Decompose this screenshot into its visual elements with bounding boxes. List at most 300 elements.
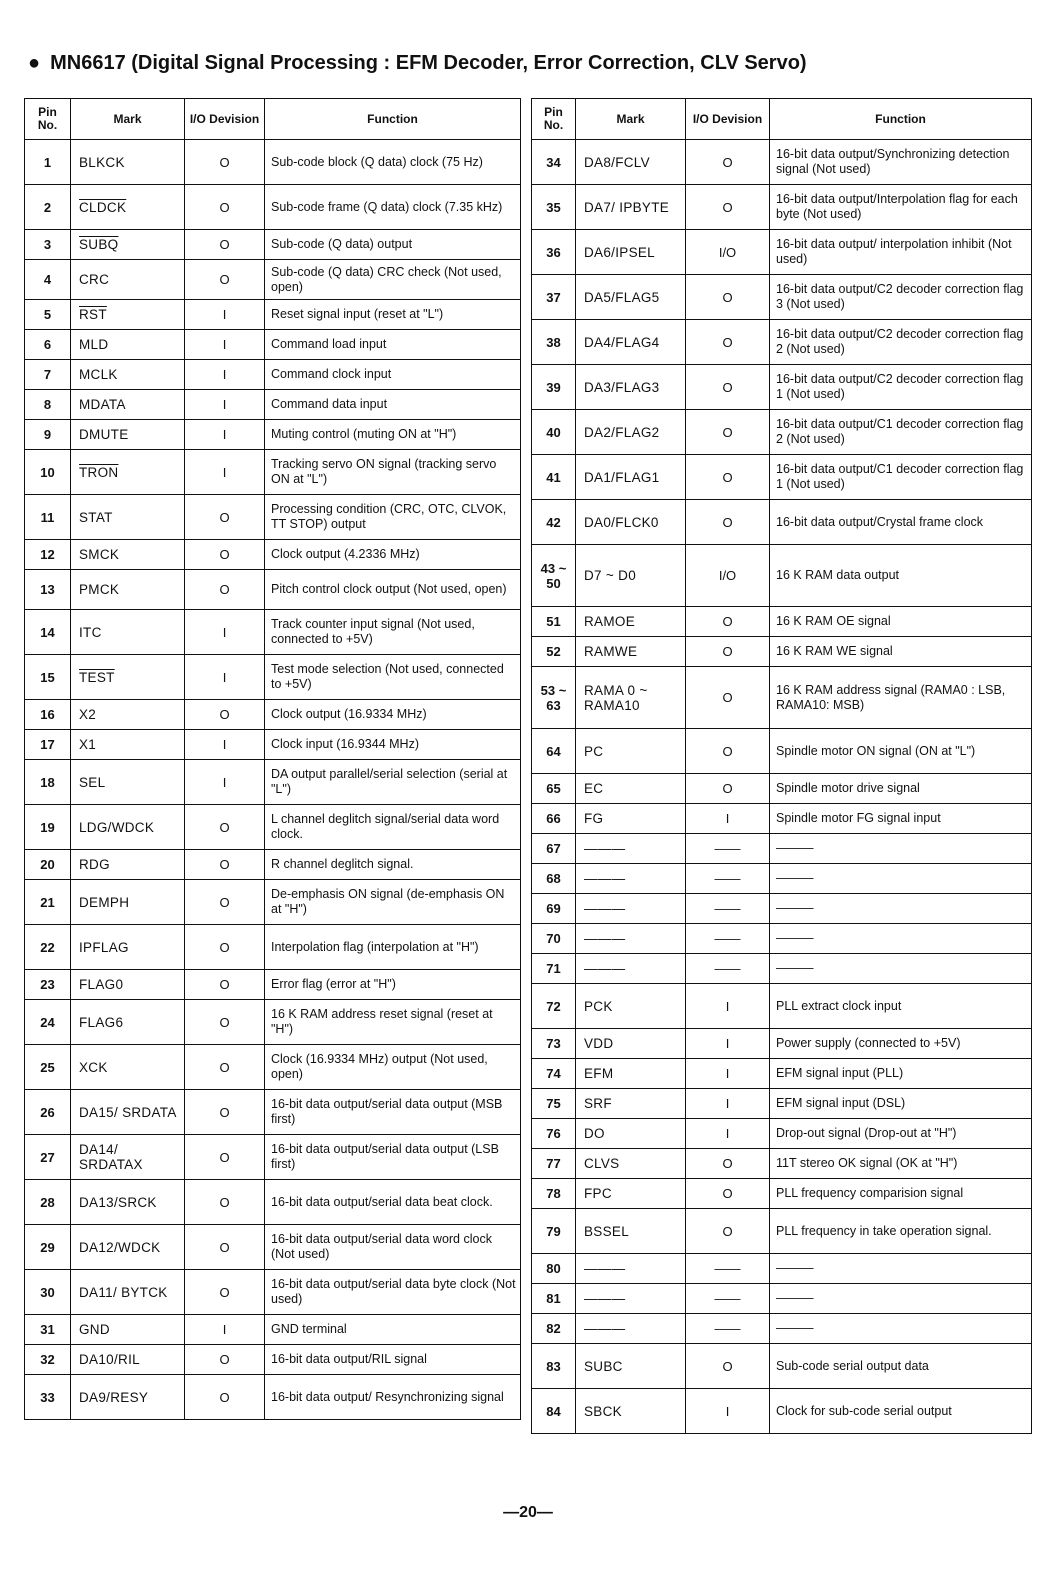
function-cell: 16-bit data output/C2 decoder correction flag 3 (Not used) xyxy=(770,275,1032,320)
table-row xyxy=(532,667,1032,729)
pin-number-cell: 29 xyxy=(25,1225,71,1270)
function-cell: Track counter input signal (Not used, connected to +5V) xyxy=(265,610,521,655)
table-row xyxy=(532,1059,1032,1089)
mark-cell: DA9/RESY xyxy=(71,1375,185,1420)
mark-cell: GND xyxy=(71,1315,185,1345)
pin-table-right-body xyxy=(532,140,1032,1434)
pin-number-cell: 43 ~ 50 xyxy=(532,545,576,607)
table-row xyxy=(532,1314,1032,1344)
pin-number-cell: 76 xyxy=(532,1119,576,1149)
function-cell: Power supply (connected to +5V) xyxy=(770,1029,1032,1059)
io-cell: O xyxy=(686,667,770,729)
mark-cell: ——— xyxy=(576,924,686,954)
io-cell: O xyxy=(185,700,265,730)
table-row xyxy=(25,1000,521,1045)
function-cell: 16-bit data output/serial data output (LSB first) xyxy=(265,1135,521,1180)
io-cell: O xyxy=(185,1270,265,1315)
io-cell: O xyxy=(185,570,265,610)
function-cell: Sub-code (Q data) output xyxy=(265,230,521,260)
table-row xyxy=(25,185,521,230)
mark-cell: SUBC xyxy=(576,1344,686,1389)
io-cell: O xyxy=(185,925,265,970)
function-cell: 16-bit data output/ interpolation inhibit (Not used) xyxy=(770,230,1032,275)
table-row xyxy=(532,984,1032,1029)
pin-number-cell: 41 xyxy=(532,455,576,500)
function-cell: 16-bit data output/serial data word clock (Not used) xyxy=(265,1225,521,1270)
table-row xyxy=(25,760,521,805)
mark-cell: ——— xyxy=(576,894,686,924)
table-row xyxy=(532,275,1032,320)
table-row xyxy=(25,570,521,610)
mark-cell: DA14/ SRDATAX xyxy=(71,1135,185,1180)
function-cell: PLL frequency comparision signal xyxy=(770,1179,1032,1209)
mark-cell: ——— xyxy=(576,1284,686,1314)
pin-number-cell: 5 xyxy=(25,300,71,330)
function-cell: ——— xyxy=(770,864,1032,894)
table-row xyxy=(532,455,1032,500)
table-row xyxy=(532,230,1032,275)
function-cell: Processing condition (CRC, OTC, CLVOK, TT STOP) output xyxy=(265,495,521,540)
pin-number-cell: 2 xyxy=(25,185,71,230)
pin-number-cell: 78 xyxy=(532,1179,576,1209)
function-cell: 16-bit data output/C2 decoder correction flag 1 (Not used) xyxy=(770,365,1032,410)
pin-number-cell: 71 xyxy=(532,954,576,984)
function-cell: R channel deglitch signal. xyxy=(265,850,521,880)
table-row xyxy=(25,540,521,570)
io-cell: O xyxy=(185,140,265,185)
mark-cell: DA13/SRCK xyxy=(71,1180,185,1225)
pin-number-cell: 32 xyxy=(25,1345,71,1375)
table-row xyxy=(532,140,1032,185)
pin-number-cell: 28 xyxy=(25,1180,71,1225)
function-cell: EFM signal input (DSL) xyxy=(770,1089,1032,1119)
table-row xyxy=(25,420,521,450)
table-row xyxy=(532,607,1032,637)
function-cell: 16-bit data output/ Resynchronizing signal xyxy=(265,1375,521,1420)
mark-cell: CLDCK xyxy=(71,185,185,230)
mark-cell: DA4/FLAG4 xyxy=(576,320,686,365)
io-cell: I xyxy=(185,730,265,760)
pin-number-cell: 37 xyxy=(532,275,576,320)
io-cell: I xyxy=(686,1029,770,1059)
pin-number-cell: 20 xyxy=(25,850,71,880)
pin-number-cell: 23 xyxy=(25,970,71,1000)
io-cell: I xyxy=(185,450,265,495)
table-row xyxy=(532,1284,1032,1314)
function-cell: 16-bit data output/C1 decoder correction flag 1 (Not used) xyxy=(770,455,1032,500)
io-cell: I xyxy=(686,804,770,834)
io-cell: O xyxy=(686,1179,770,1209)
pin-number-cell: 83 xyxy=(532,1344,576,1389)
function-cell: Muting control (muting ON at "H") xyxy=(265,420,521,450)
function-cell: Command data input xyxy=(265,390,521,420)
function-cell: ——— xyxy=(770,924,1032,954)
io-cell: O xyxy=(185,540,265,570)
pin-number-cell: 65 xyxy=(532,774,576,804)
pin-number-cell: 35 xyxy=(532,185,576,230)
mark-cell: BSSEL xyxy=(576,1209,686,1254)
io-cell: I xyxy=(686,1119,770,1149)
mark-cell: RAMWE xyxy=(576,637,686,667)
mark-cell: MLD xyxy=(71,330,185,360)
function-cell: ——— xyxy=(770,954,1032,984)
pin-number-cell: 72 xyxy=(532,984,576,1029)
table-row xyxy=(25,880,521,925)
table-row xyxy=(532,1209,1032,1254)
function-cell: Command load input xyxy=(265,330,521,360)
function-cell: Error flag (error at "H") xyxy=(265,970,521,1000)
pin-number-cell: 42 xyxy=(532,500,576,545)
pin-number-cell: 8 xyxy=(25,390,71,420)
header-io: I/O Devision xyxy=(185,99,265,140)
function-cell: De-emphasis ON signal (de-emphasis ON at "H") xyxy=(265,880,521,925)
function-cell: 16-bit data output/Synchronizing detection signal (Not used) xyxy=(770,140,1032,185)
io-cell: O xyxy=(686,320,770,365)
io-cell: O xyxy=(686,637,770,667)
io-cell: —— xyxy=(686,864,770,894)
mark-cell: $\overline{RST}$ xyxy=(71,300,185,330)
io-cell: O xyxy=(686,1209,770,1254)
io-cell: O xyxy=(185,1000,265,1045)
pin-number-cell: 39 xyxy=(532,365,576,410)
io-cell: I/O xyxy=(686,230,770,275)
table-row xyxy=(532,954,1032,984)
table-row xyxy=(532,365,1032,410)
table-row xyxy=(532,320,1032,365)
table-row xyxy=(532,834,1032,864)
table-row xyxy=(25,360,521,390)
pin-number-cell: 19 xyxy=(25,805,71,850)
io-cell: O xyxy=(185,495,265,540)
table-row xyxy=(532,1389,1032,1434)
mark-cell: SMCK xyxy=(71,540,185,570)
io-cell: O xyxy=(686,410,770,455)
function-cell: Test mode selection (Not used, connected to +5V) xyxy=(265,655,521,700)
mark-cell: DA12/WDCK xyxy=(71,1225,185,1270)
function-cell: Clock output (16.9334 MHz) xyxy=(265,700,521,730)
table-row xyxy=(25,1345,521,1375)
io-cell: O xyxy=(185,805,265,850)
pin-number-cell: 27 xyxy=(25,1135,71,1180)
pin-number-cell: 36 xyxy=(532,230,576,275)
mark-cell: ——— xyxy=(576,834,686,864)
pin-number-cell: 6 xyxy=(25,330,71,360)
function-cell: Interpolation flag (interpolation at "H") xyxy=(265,925,521,970)
function-cell: L channel deglitch signal/serial data word clock. xyxy=(265,805,521,850)
function-cell: Clock for sub-code serial output xyxy=(770,1389,1032,1434)
mark-cell: DA5/FLAG5 xyxy=(576,275,686,320)
mark-cell: DA15/ SRDATA xyxy=(71,1090,185,1135)
table-row xyxy=(532,894,1032,924)
mark-cell: SUBQ xyxy=(71,230,185,260)
mark-cell: RAMOE xyxy=(576,607,686,637)
function-cell: Sub-code block (Q data) clock (75 Hz) xyxy=(265,140,521,185)
table-row xyxy=(25,330,521,360)
table-row xyxy=(532,410,1032,455)
table-row xyxy=(25,260,521,300)
mark-cell: PCK xyxy=(576,984,686,1029)
header-function: Function xyxy=(265,99,521,140)
function-cell: 16-bit data output/serial data byte clock (Not used) xyxy=(265,1270,521,1315)
io-cell: I xyxy=(185,655,265,700)
pin-number-cell: 84 xyxy=(532,1389,576,1434)
io-cell: O xyxy=(185,185,265,230)
table-row xyxy=(25,1315,521,1345)
io-cell: I xyxy=(185,360,265,390)
io-cell: O xyxy=(686,607,770,637)
io-cell: O xyxy=(686,729,770,774)
pin-number-cell: 53 ~ 63 xyxy=(532,667,576,729)
mark-cell: DA7/ IPBYTE xyxy=(576,185,686,230)
pin-number-cell: 38 xyxy=(532,320,576,365)
mark-cell: DA8/FCLV xyxy=(576,140,686,185)
pin-number-cell: 9 xyxy=(25,420,71,450)
mark-cell: EFM xyxy=(576,1059,686,1089)
table-row xyxy=(25,1045,521,1090)
function-cell: ——— xyxy=(770,894,1032,924)
io-cell: I xyxy=(185,390,265,420)
function-cell: Spindle motor ON signal (ON at "L") xyxy=(770,729,1032,774)
pin-number-cell: 21 xyxy=(25,880,71,925)
mark-cell: SEL xyxy=(71,760,185,805)
io-cell: O xyxy=(185,850,265,880)
table-row xyxy=(532,545,1032,607)
pin-number-cell: 80 xyxy=(532,1254,576,1284)
mark-cell: DO xyxy=(576,1119,686,1149)
function-cell: Command clock input xyxy=(265,360,521,390)
pin-number-cell: 22 xyxy=(25,925,71,970)
function-cell: Tracking servo ON signal (tracking servo ON at "L") xyxy=(265,450,521,495)
mark-cell: XCK xyxy=(71,1045,185,1090)
title-text: MN6617 (Digital Signal Processing : EFM Decoder, Error Correction, CLV Servo) xyxy=(50,52,807,74)
io-cell: O xyxy=(185,1135,265,1180)
io-cell: O xyxy=(686,1344,770,1389)
pin-number-cell: 40 xyxy=(532,410,576,455)
function-cell: Clock output (4.2336 MHz) xyxy=(265,540,521,570)
function-cell: Sub-code (Q data) CRC check (Not used, open) xyxy=(265,260,521,300)
mark-cell: DA6/IPSEL xyxy=(576,230,686,275)
page-number: —20— xyxy=(503,1504,553,1521)
table-row xyxy=(532,637,1032,667)
table-row xyxy=(532,500,1032,545)
table-row xyxy=(25,655,521,700)
function-cell: 16-bit data output/Crystal frame clock xyxy=(770,500,1032,545)
io-cell: I xyxy=(686,984,770,1029)
io-cell: I xyxy=(686,1389,770,1434)
mark-cell: ——— xyxy=(576,864,686,894)
mark-cell: VDD xyxy=(576,1029,686,1059)
mark-cell: TEST xyxy=(71,655,185,700)
function-cell: 11T stereo OK signal (OK at "H") xyxy=(770,1149,1032,1179)
io-cell: I xyxy=(185,760,265,805)
io-cell: O xyxy=(185,1045,265,1090)
pin-number-cell: 77 xyxy=(532,1149,576,1179)
io-cell: I xyxy=(185,300,265,330)
mark-cell: SBCK xyxy=(576,1389,686,1434)
pin-number-cell: 15 xyxy=(25,655,71,700)
mark-cell: DA0/FLCK0 xyxy=(576,500,686,545)
pin-number-cell: 67 xyxy=(532,834,576,864)
mark-cell: X2 xyxy=(71,700,185,730)
io-cell: I xyxy=(185,1315,265,1345)
mark-cell: DA3/FLAG3 xyxy=(576,365,686,410)
function-cell: Sub-code serial output data xyxy=(770,1344,1032,1389)
table-row xyxy=(25,140,521,185)
pin-number-cell: 16 xyxy=(25,700,71,730)
io-cell: O xyxy=(686,365,770,410)
table-row xyxy=(532,1119,1032,1149)
table-row xyxy=(25,610,521,655)
table-row xyxy=(25,495,521,540)
io-cell: O xyxy=(185,1090,265,1135)
mark-cell: SRF xyxy=(576,1089,686,1119)
mark-cell: ——— xyxy=(576,954,686,984)
io-cell: O xyxy=(686,185,770,230)
pin-number-cell: 70 xyxy=(532,924,576,954)
io-cell: O xyxy=(686,455,770,500)
io-cell: O xyxy=(686,140,770,185)
pin-number-cell: 81 xyxy=(532,1284,576,1314)
pin-number-cell: 4 xyxy=(25,260,71,300)
function-cell: 16 K RAM address signal (RAMA0 : LSB, RAMA10: MSB) xyxy=(770,667,1032,729)
mark-cell: LDG/WDCK xyxy=(71,805,185,850)
function-cell: ——— xyxy=(770,1254,1032,1284)
mark-cell: MCLK xyxy=(71,360,185,390)
pin-number-cell: 1 xyxy=(25,140,71,185)
mark-cell: DA10/RIL xyxy=(71,1345,185,1375)
mark-cell: X1 xyxy=(71,730,185,760)
pin-number-cell: 73 xyxy=(532,1029,576,1059)
table-row xyxy=(532,864,1032,894)
table-row xyxy=(532,774,1032,804)
io-cell: I xyxy=(185,420,265,450)
table-row xyxy=(532,1029,1032,1059)
table-row xyxy=(25,1135,521,1180)
header-mark: Mark xyxy=(71,99,185,140)
function-cell: Sub-code frame (Q data) clock (7.35 kHz) xyxy=(265,185,521,230)
mark-cell: RAMA 0 ~ RAMA10 xyxy=(576,667,686,729)
function-cell: 16-bit data output/Interpolation flag for each byte (Not used) xyxy=(770,185,1032,230)
table-row xyxy=(25,850,521,880)
table-row xyxy=(25,1375,521,1420)
mark-cell: D7 ~ D0 xyxy=(576,545,686,607)
pin-number-cell: 75 xyxy=(532,1089,576,1119)
mark-cell: IPFLAG xyxy=(71,925,185,970)
mark-cell: CRC xyxy=(71,260,185,300)
table-row xyxy=(532,1089,1032,1119)
io-cell: O xyxy=(686,275,770,320)
io-cell: O xyxy=(185,1180,265,1225)
header-function: Function xyxy=(770,99,1032,140)
io-cell: I xyxy=(686,1059,770,1089)
pin-number-cell: 34 xyxy=(532,140,576,185)
pin-number-cell: 31 xyxy=(25,1315,71,1345)
pin-number-cell: 3 xyxy=(25,230,71,260)
function-cell: ——— xyxy=(770,1314,1032,1344)
function-cell: PLL extract clock input xyxy=(770,984,1032,1029)
pin-table-left-body xyxy=(25,140,521,1420)
pin-number-cell: 52 xyxy=(532,637,576,667)
mark-cell: ——— xyxy=(576,1314,686,1344)
pin-number-cell: 12 xyxy=(25,540,71,570)
pin-number-cell: 74 xyxy=(532,1059,576,1089)
mark-cell: CLVS xyxy=(576,1149,686,1179)
header-pin-no: Pin No. xyxy=(25,99,71,140)
io-cell: O xyxy=(185,970,265,1000)
pin-number-cell: 14 xyxy=(25,610,71,655)
table-row xyxy=(532,1149,1032,1179)
mark-cell: PMCK xyxy=(71,570,185,610)
function-cell: 16-bit data output/serial data output (MSB first) xyxy=(265,1090,521,1135)
table-row xyxy=(532,1254,1032,1284)
io-cell: O xyxy=(185,230,265,260)
function-cell: 16 K RAM WE signal xyxy=(770,637,1032,667)
pin-number-cell: 11 xyxy=(25,495,71,540)
pin-number-cell: 79 xyxy=(532,1209,576,1254)
function-cell: Spindle motor drive signal xyxy=(770,774,1032,804)
function-cell: 16 K RAM address reset signal (reset at "H") xyxy=(265,1000,521,1045)
pin-number-cell: 82 xyxy=(532,1314,576,1344)
pin-number-cell: 13 xyxy=(25,570,71,610)
mark-cell: DA11/ BYTCK xyxy=(71,1270,185,1315)
table-row xyxy=(532,924,1032,954)
mark-cell: DMUTE xyxy=(71,420,185,450)
pin-number-cell: 69 xyxy=(532,894,576,924)
io-cell: O xyxy=(185,260,265,300)
mark-cell: DA2/FLAG2 xyxy=(576,410,686,455)
page-title xyxy=(28,52,807,75)
function-cell: GND terminal xyxy=(265,1315,521,1345)
function-cell: PLL frequency in take operation signal. xyxy=(770,1209,1032,1254)
pin-number-cell: 26 xyxy=(25,1090,71,1135)
io-cell: O xyxy=(185,880,265,925)
mark-cell: FLAG0 xyxy=(71,970,185,1000)
mark-cell: DA1/FLAG1 xyxy=(576,455,686,500)
io-cell: —— xyxy=(686,894,770,924)
function-cell: 16-bit data output/serial data beat clock. xyxy=(265,1180,521,1225)
table-row xyxy=(532,729,1032,774)
io-cell: —— xyxy=(686,924,770,954)
bullet-icon: ● xyxy=(28,52,41,74)
function-cell: Clock input (16.9344 MHz) xyxy=(265,730,521,760)
table-row xyxy=(532,185,1032,230)
pin-number-cell: 7 xyxy=(25,360,71,390)
mark-cell: EC xyxy=(576,774,686,804)
pin-number-cell: 30 xyxy=(25,1270,71,1315)
pin-number-cell: 17 xyxy=(25,730,71,760)
mark-cell: ——— xyxy=(576,1254,686,1284)
header-io: I/O Devision xyxy=(686,99,770,140)
table-row xyxy=(25,970,521,1000)
pin-number-cell: 10 xyxy=(25,450,71,495)
mark-cell: TRON xyxy=(71,450,185,495)
pin-table-left xyxy=(24,98,521,1420)
pin-number-cell: 66 xyxy=(532,804,576,834)
header-mark: Mark xyxy=(576,99,686,140)
function-cell: Pitch control clock output (Not used, open) xyxy=(265,570,521,610)
pin-number-cell: 24 xyxy=(25,1000,71,1045)
io-cell: I xyxy=(185,330,265,360)
io-cell: O xyxy=(686,500,770,545)
function-cell: EFM signal input (PLL) xyxy=(770,1059,1032,1089)
mark-cell: RDG xyxy=(71,850,185,880)
io-cell: I xyxy=(686,1089,770,1119)
io-cell: —— xyxy=(686,834,770,864)
function-cell: 16 K RAM data output xyxy=(770,545,1032,607)
io-cell: O xyxy=(185,1375,265,1420)
mark-cell: FPC xyxy=(576,1179,686,1209)
table-row xyxy=(25,230,521,260)
